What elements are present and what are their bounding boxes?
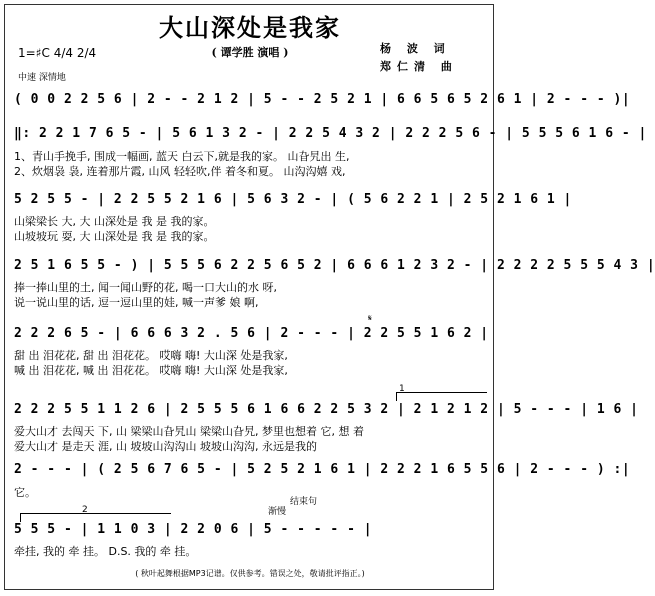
composer-credit: 郑仁清 曲 (380, 60, 458, 73)
segno-mark: 𝄋 (368, 314, 372, 324)
score-line-6: 2 2 2 5 5 1 1 2 6 | 2 5 5 5 6 1 6 6 2 2 5 3 2 | 2 1 2 1 2 | 5 - - - | 1 6 | (14, 402, 639, 417)
lyric-line-6b: 爱大山才 是走天 涯, 山 坡坡山沟沟山 坡坡山沟沟, 永远是我的 (14, 440, 317, 453)
lyric-line-3a: 山梁梁长 大, 大 山深处是 我 是 我的家。 (14, 215, 215, 228)
lyric-line-4b: 说一说山里的话, 逗一逗山里的娃, 喊一声爹 娘 啊, (14, 296, 259, 309)
song-title: 大山深处是我家 (159, 13, 341, 42)
lyric-line-3b: 山坡坡玩 耍, 大 山深处是 我 是 我的家。 (14, 230, 215, 243)
volta-bracket-2 (20, 513, 171, 522)
lyric-line-7: 它。 (14, 486, 36, 499)
key-signature: 1=♯C 4/4 2/4 (18, 46, 97, 60)
score-line-5: 2 2 2 6 5 - | 6 6 6 3 2 . 5 6 | 2 - - - | 2 2 5 5 1 6 2 | (14, 326, 489, 341)
score-line-2: ‖: 2 2 1 7 6 5 - | 5 6 1 3 2 - | 2 2 5 4 3 2 | 2 2 2 5 6 - | 5 5 5 6 1 6 - | (14, 126, 647, 141)
lyricist-credit: 杨 波 词 (380, 42, 451, 55)
volta-bracket-1 (396, 392, 487, 401)
volta-number-2: 2 (82, 505, 88, 515)
ending-mark: 结束句 (290, 497, 318, 507)
volta-number-1: 1 (399, 384, 405, 394)
score-line-3: 5 2 5 5 - | 2 2 5 5 2 1 6 | 5 6 3 2 - | ( 5 6 2 2 1 | 2 5 2 1 6 1 | (14, 192, 572, 207)
score-line-1: ( 0 0 2 2 5 6 | 2 - - 2 1 2 | 5 - - 2 5 2 1 | 6 6 5 6 5 2 6 1 | 2 - - - )| (14, 92, 631, 107)
lyric-line-2a: 1、青山手挽手, 围成一幅画, 蓝天 白云下,就是我的家。 山旮旯出 生, (14, 150, 350, 163)
score-line-7: 2 - - - | ( 2 5 6 7 6 5 - | 5 2 5 2 1 6 1 | 2 2 2 1 6 5 5 6 | 2 - - - ) :| (14, 462, 631, 477)
score-line-4: 2 5 1 6 5 5 - ) | 5 5 5 6 2 2 5 6 5 2 | 6 6 6 1 2 3 2 - | 2 2 2 2 5 5 5 4 3 | (14, 258, 655, 273)
lyric-line-4a: 捧一捧山里的土, 闻一闻山野的花, 喝一口大山的水 呀, (14, 281, 277, 294)
tempo-change-jianman: 渐慢 (268, 507, 287, 517)
singer-line: ( 谭学胜 演唱 ) (211, 46, 289, 59)
tempo-marking: 中速 深情地 (18, 73, 66, 83)
lyric-line-8: 牵挂, 我的 牵 挂。 D.S. 我的 牵 挂。 (14, 545, 197, 558)
lyric-line-2b: 2、炊烟袅 袅, 连着那片霞, 山风 轻轻吹,伴 着冬和夏。 山沟沟嬉 戏, (14, 165, 346, 178)
lyric-line-5a: 甜 出 泪花花, 甜 出 泪花花。 哎嗨 嗨! 大山深 处是我家, (14, 349, 288, 362)
score-line-8: 5 5 5 - | 1 1 0 3 | 2 2 0 6 | 5 - - - - - | (14, 522, 373, 537)
transcriber-footnote: ( 秋叶起舞根据MP3记谱。仅供参考。错误之处，敬请批评指正。) (135, 569, 365, 578)
lyric-line-6a: 爱大山才 去闯天 下, 山 梁梁山旮旯山 梁梁山旮旯, 梦里也想着 它, 想 着 (14, 425, 364, 438)
lyric-line-5b: 喊 出 泪花花, 喊 出 泪花花。 哎嗨 嗨! 大山深 处是我家, (14, 364, 288, 377)
